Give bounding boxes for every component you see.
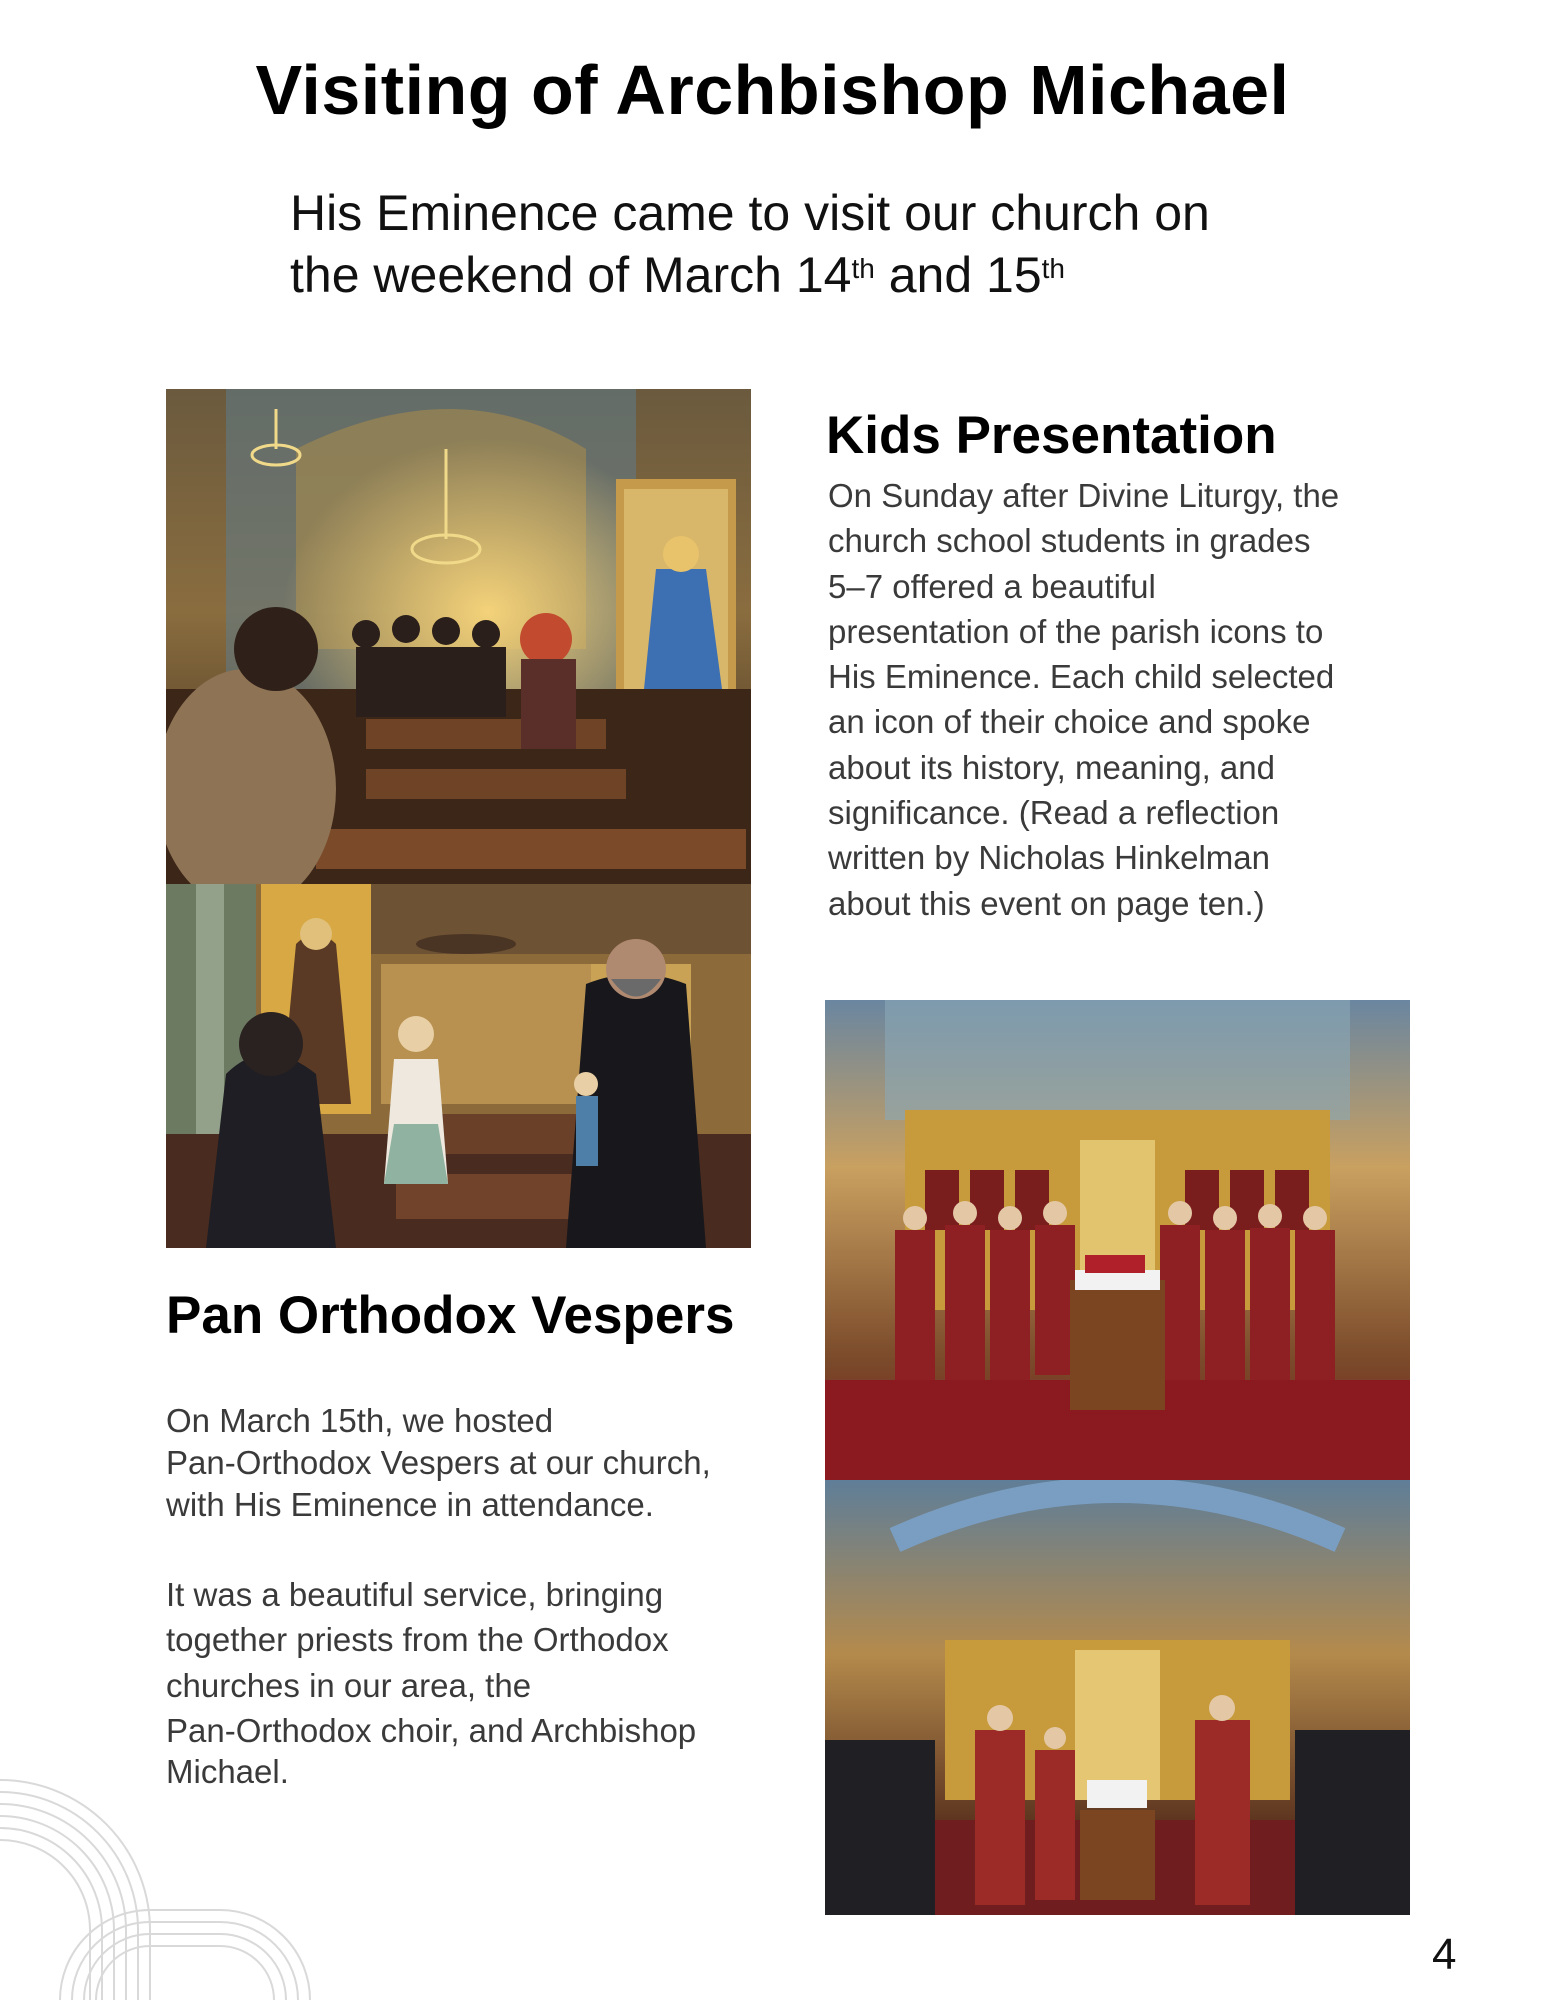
page-title: Visiting of Archbishop Michael [255, 51, 1290, 129]
vespers-p2-line-4: Pan-Orthodox choir, and Archbishop [166, 1711, 697, 1749]
vespers-p1-line-2: Pan-Orthodox Vespers at our church, [166, 1444, 711, 1481]
kids-line-2: church school students in grades [828, 522, 1311, 560]
vespers-paragraph-2 [166, 1572, 786, 1791]
photo-church-visitors [166, 389, 751, 884]
vespers-p2-line-1: It was a beautiful service, bringing [166, 1576, 664, 1613]
kids-line-1: On Sunday after Divine Liturgy, the [828, 477, 1340, 514]
kids-line-4: presentation of the parish icons to [828, 612, 1324, 650]
vespers-heading: Pan Orthodox Vespers [166, 1286, 735, 1345]
vespers-p2-line-3: churches in our area, the [166, 1666, 532, 1704]
intro-line-1: His Eminence came to visit our church on [290, 185, 1210, 241]
vespers-p1-line-3: with His Eminence in attendance. [166, 1486, 654, 1523]
decorative-corner-arcs [0, 1760, 360, 2000]
kids-line-10: about this event on page ten.) [828, 884, 1265, 922]
kids-presentation-heading: Kids Presentation [826, 406, 1277, 465]
kids-line-3: 5–7 offered a beautiful [828, 567, 1156, 605]
kids-line-8: significance. (Read a reflection [828, 794, 1280, 832]
vespers-p1-line-1: On March 15th, we hosted [166, 1402, 554, 1439]
kids-line-6: an icon of their choice and spoke [828, 703, 1311, 741]
photo-clergy-group [825, 1000, 1410, 1480]
photo-vespers-service [825, 1480, 1410, 1915]
intro-line-2a: the weekend of March 14 [290, 247, 852, 303]
kids-line-5: His Eminence. Each child selected [828, 658, 1335, 696]
kids-line-9: written by Nicholas Hinkelman [828, 839, 1271, 877]
vespers-p2-line-2: together priests from the Orthodox [166, 1621, 669, 1659]
intro-text [290, 182, 1340, 306]
intro-sup-1: th [851, 253, 875, 284]
kids-line-7: about its history, meaning, and [828, 748, 1275, 786]
vespers-p2-line-5: Michael. [166, 1753, 289, 1791]
photo-kids-presentation [166, 884, 751, 1248]
kids-presentation-text [828, 473, 1448, 926]
intro-line-2b: and 15 [874, 247, 1042, 303]
intro-sup-2: th [1041, 253, 1065, 284]
page-number: 4 [1432, 1930, 1457, 1979]
vespers-paragraph-1 [166, 1400, 786, 1526]
